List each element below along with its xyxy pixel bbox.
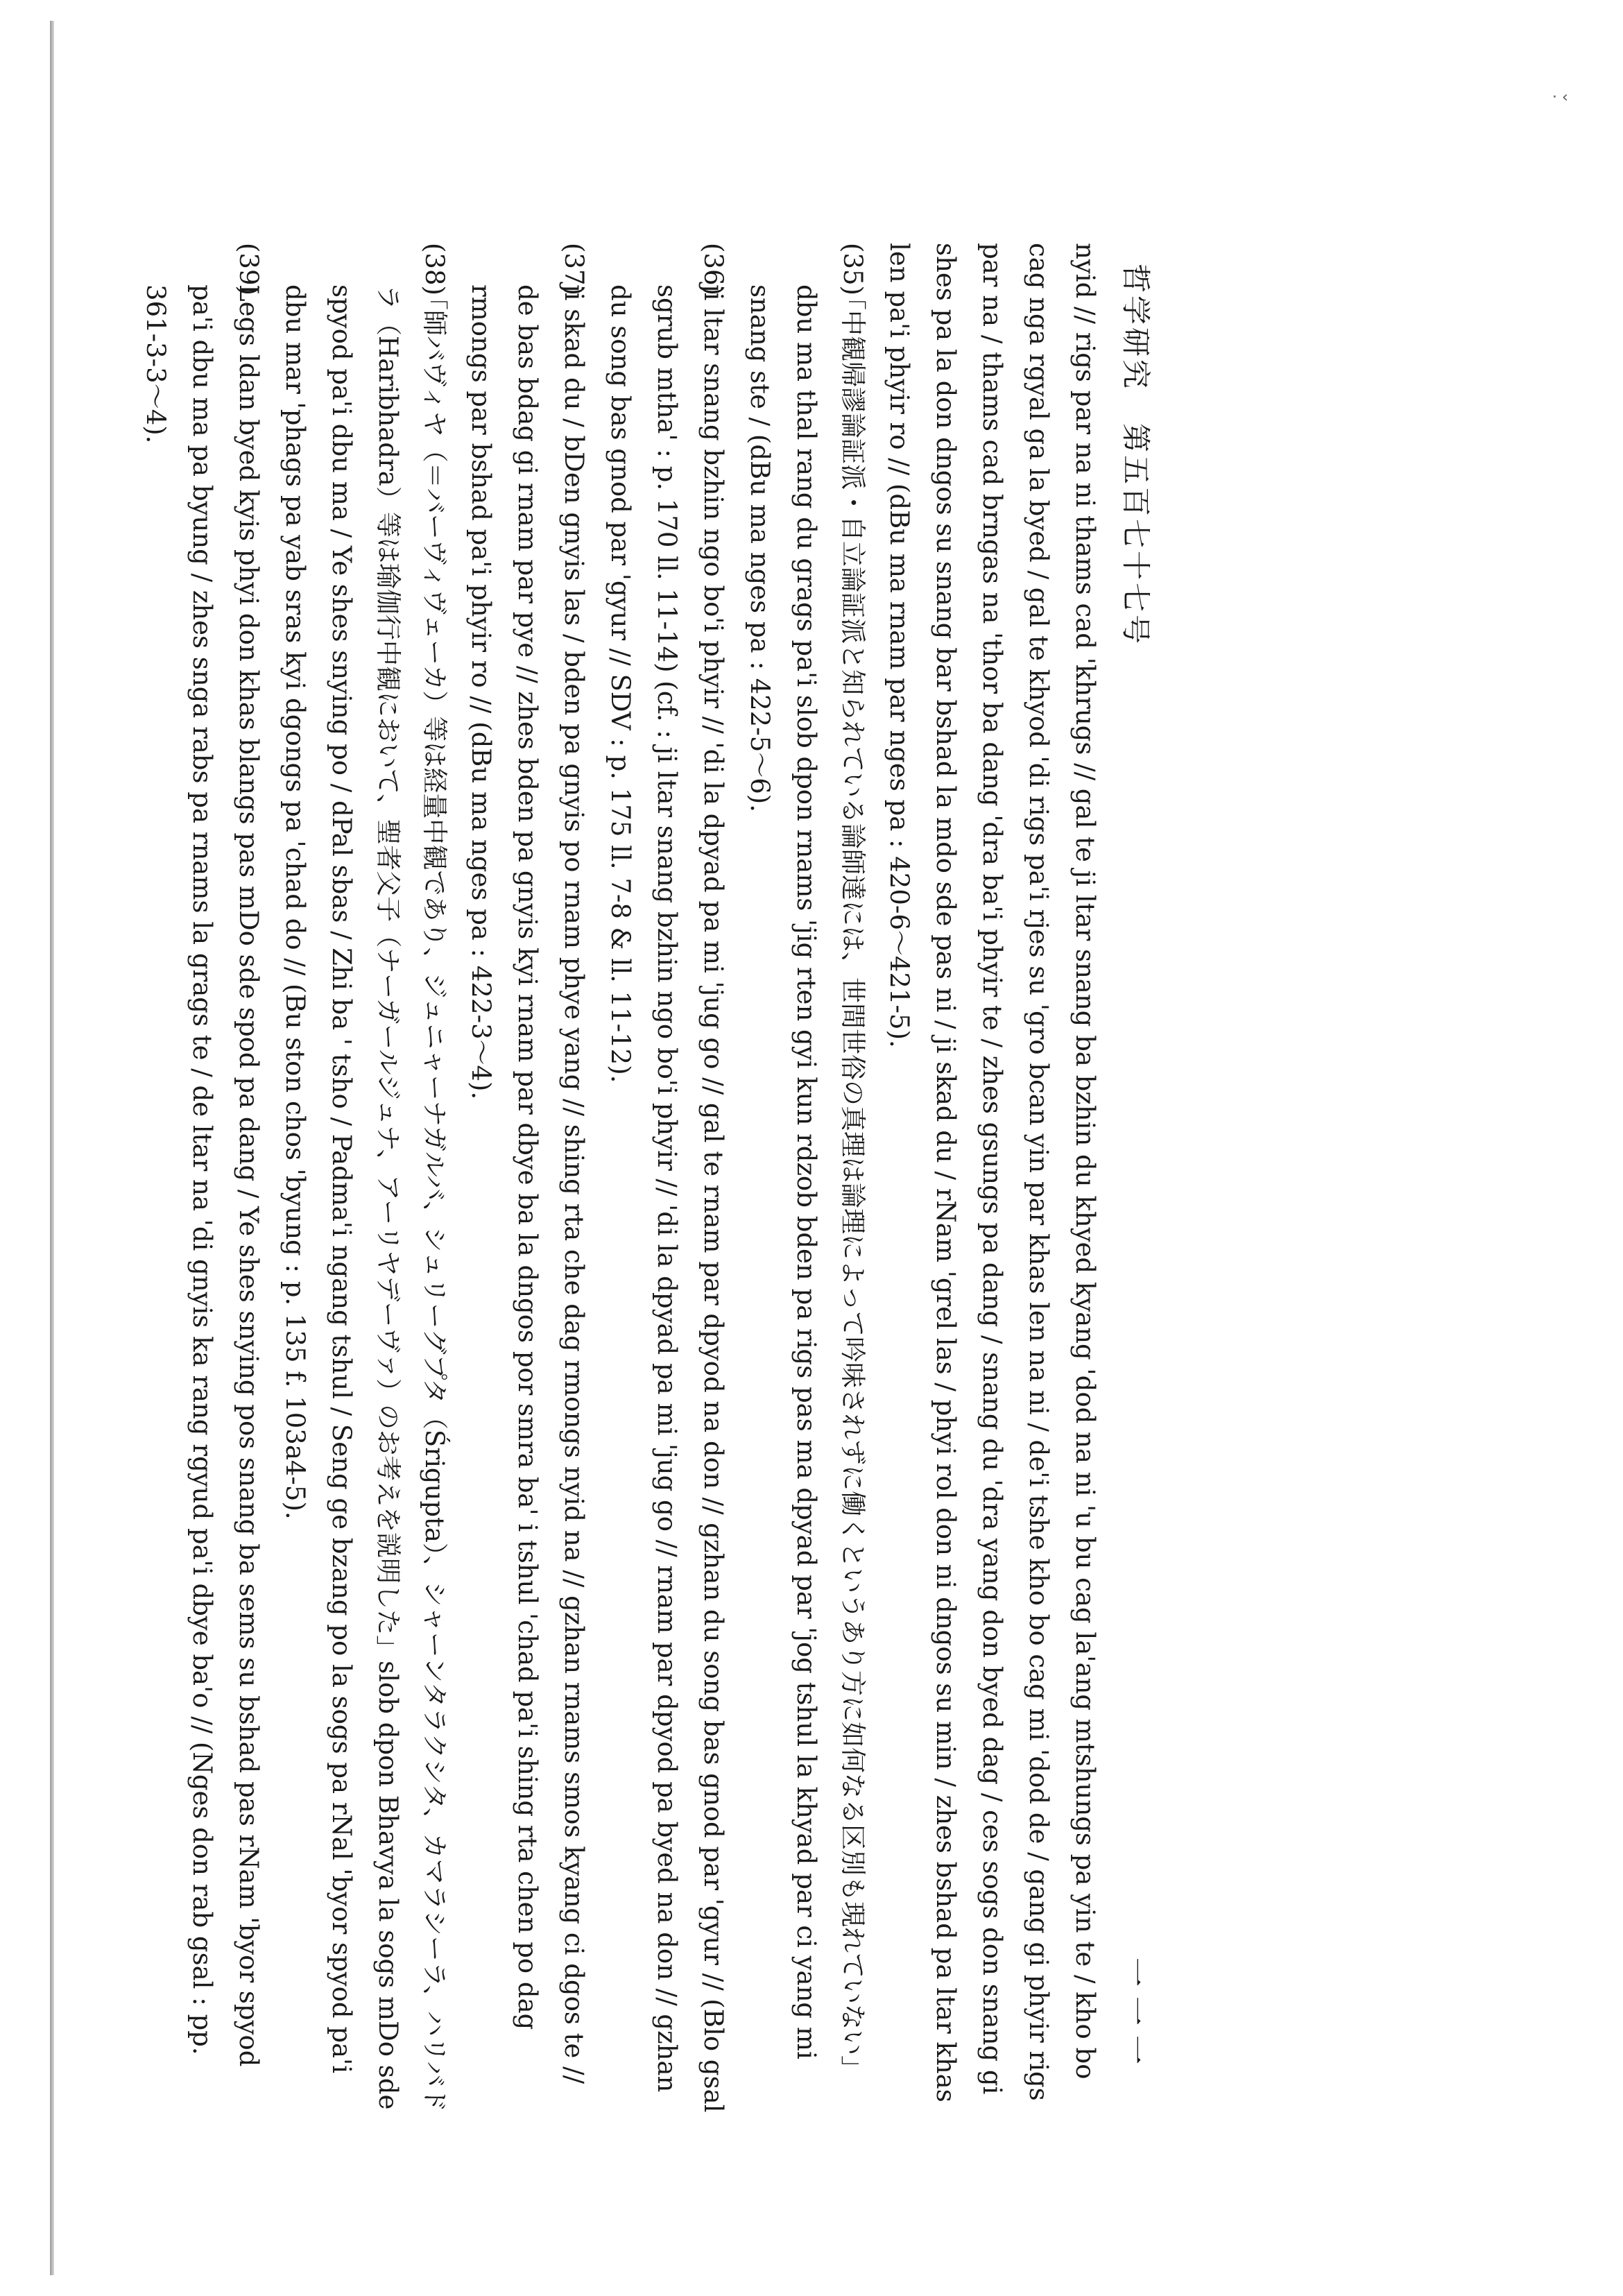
footnote-36 (597, 243, 737, 2116)
footnote-37 (458, 243, 597, 2116)
footnote-39 (132, 243, 272, 2116)
footnote-38 (272, 243, 458, 2116)
footnote-text: Legs ldan byed kyis phyi don khas blangs pas mDo sde spod pa dang / Ye shes snying pos snang ba sems su bshad pas rNam 'byor spyod pa'i dbu ma pa byung / zhes snga rabs pa rnams la grags te / de ltar na 'di gnyis ka rang rgyud pa'i dbye ba'o // (Nges don rab gsal : pp. 361-3-3〜4). (141, 284, 264, 2067)
footnote-text: ji skad du / bDen gnyis las / bden pa gnyis po rnam phye yang // shing rta che dag rmongs nyid na // gzhan rnams smos kyang ci dgos te // de bas bdag gi rnam par pye // zhes bden pa gnyis kyi rnam par dbye ba la dngos por smra ba' i tshul 'chad pa'i shing rta chen po dag rmongs par bshad pa'i phyir ro // (dBu ma nges pa : 422-3〜4). (466, 284, 589, 2084)
footnote-number: (36) (698, 243, 728, 295)
footnote-number: (35) (838, 243, 868, 295)
footnote-number: (39) (234, 243, 264, 295)
footnote-text: ji ltar snang bzhin ngo bo'i phyir // 'di la dpyad pa mi 'jug go // gal te rnam par dpyod na don // gzhan du song bas gnod par 'gyur // (Blo gsal sgrub mtha' : p. 170 ll. 11-14) (cf. : ji ltar snang bzhin ngo bo'i phyir // 'di la dpyad pa mi 'jug go // rnam par dpyod pa byed na don // gzhan du song bas gnod par 'gyur // SDV : p. 175 ll. 7-8 & ll. 11-12). (606, 284, 728, 2113)
running-header (1117, 243, 1200, 2116)
footnote-text: 「中観帰謬論証派・自立論証派と知られている論師達には、世間世俗の真理は論理によって吟味されずに働くというあり方に如何なる区別も現れていない」dbu ma thal rang du grags pa'i slob dpon rnams 'jig rten gyi kun rdzob bden pa rigs pas ma dpyad par 'jog tshul la khyad par ci yang mi snang ste / (dBu ma nges pa : 422-5〜6). (745, 284, 868, 2081)
scan-speck: · ‹ (1552, 89, 1568, 106)
footnote-35 (737, 243, 876, 2116)
footnote-text: 「師バヴィヤ（＝バーヴィヴェーカ）等は経量中観であり、ジュニャーナガルバ、シュリーグプタ（Śrigupta）、シャーンタラクシタ、カマラシーラ、ハリバドラ（Haribhadra）等は瑜伽行中観において、聖者父子（ナーガールジュナ、アーリヤデーヴァ）のお考えを説明した」slob dpon Bhavya la sogs mDo sde spyod pa'i dbu ma / Ye shes snying po / dPal sbas / Zhi ba ' tsho / Padma'i ngang tshul / Seng ge bzang po la sogs pa rNal 'byor spyod pa'i dbu mar 'phags pa yab sras kyi dgongs pa 'chad do // (Bu ston chos 'byung : p. 135 f. 103a4-5). (280, 284, 449, 2112)
footnote-number: (37) (559, 243, 589, 295)
rotated-page-content (141, 243, 1200, 2116)
page (141, 243, 1200, 2116)
scan-binding-edge (50, 21, 54, 2275)
journal-title: 哲学研究 第五百七十七号 (1119, 264, 1153, 647)
continued-paragraph: nyid // rigs par na ni thams cad 'khrugs // gal te ji ltar snang ba bzhin du khyed kyang 'dod na ni 'u bu cag la'ang mtshungs pa yin te / kho bo cag nga rgyal ga la byed / gal te khyod 'di rigs pa'i rjes su 'gro bcan yin par khas len na ni / de'i tshe kho bo cag mi 'dod de / gang gi phyir rigs par na / thams cad brngas na 'thor ba dang 'dra ba'i phyir te / zhes gsungs pa dang / snang du 'dra yang don byed dag / ces sogs don snang gi shes pa la don dngos su snang bar bshad la mdo sde pas ni / ji skad du / rNam 'grel las / phyi rol don ni dngos su min / zhes bshad pa ltar khas len pa'i phyir ro // (dBu ma rnam par nges pa : 420-6〜421-5). (884, 243, 1100, 2102)
page-number: 一一一 (1119, 1957, 1153, 2074)
footnote-number: (38) (420, 243, 449, 295)
body-text (132, 243, 1108, 2116)
